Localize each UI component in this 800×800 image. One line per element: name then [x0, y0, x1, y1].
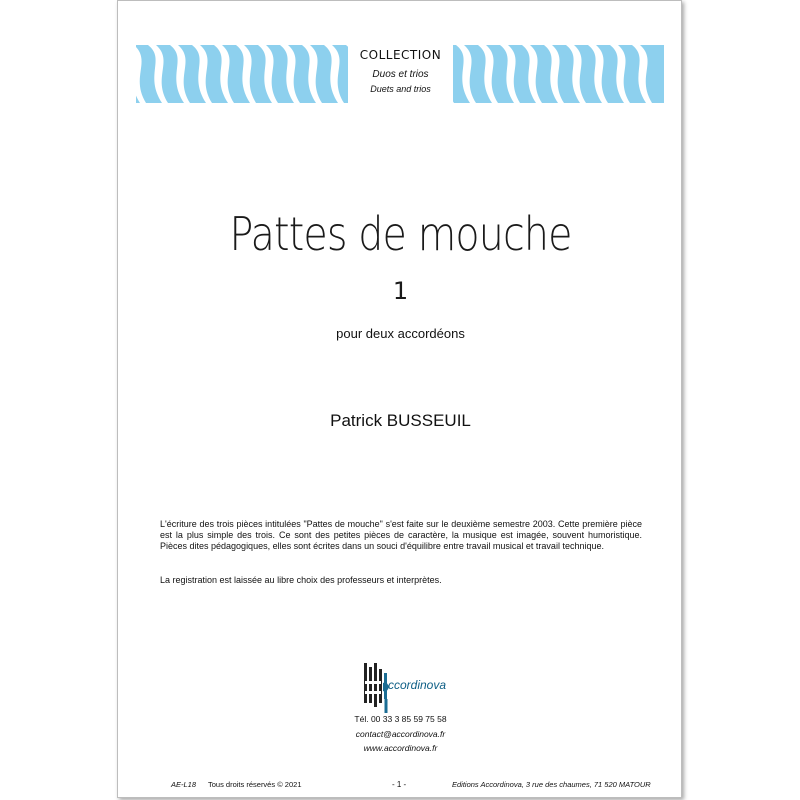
- registration-note: La registration est laissée au libre choix des professeurs et interprètes.: [160, 575, 442, 585]
- score-cover-page: [117, 0, 682, 798]
- piece-number: 1: [392, 277, 409, 305]
- piece-title: Pattes de mouche: [229, 207, 572, 261]
- description-paragraph: L'écriture des trois pièces intitulées "Pattes de mouche" s'est faite sur le deuxième semestre 2003. Cette première pièce est la plus simple des trois. Ce sont des petites pièces de caractère, la musique est imagée, souvent humoristique. Pièces dites pédagogiques, elles sont écrites dans un souci d'équilibre entre travail musical et travail technique.: [160, 519, 642, 551]
- footer-page-number: - 1 -: [392, 780, 407, 789]
- contact-website[interactable]: www.accordinova.fr: [363, 743, 438, 753]
- collection-subtitle-en: Duets and trios: [370, 84, 431, 94]
- collection-banner: [136, 45, 664, 103]
- contact-phone: Tél. 00 33 3 85 59 75 58: [354, 714, 447, 724]
- contact-email[interactable]: contact@accordinova.fr: [355, 729, 446, 739]
- publisher-logo-text: ccordinova: [388, 678, 447, 692]
- publisher-logo: [358, 659, 458, 719]
- composer-name: Patrick BUSSEUIL: [330, 411, 471, 430]
- collection-subtitle-fr: Duos et trios: [372, 69, 429, 80]
- footer-publisher-address: Editions Accordinova, 3 rue des chaumes, 71 520 MATOUR: [452, 780, 651, 789]
- collection-label-box: [348, 45, 453, 103]
- instrumentation: pour deux accordéons: [336, 326, 465, 341]
- footer-copyright: Tous droits réservés © 2021: [208, 780, 302, 789]
- footer-catalog-code: AE-L18: [171, 780, 197, 789]
- collection-label: COLLECTION: [359, 48, 442, 62]
